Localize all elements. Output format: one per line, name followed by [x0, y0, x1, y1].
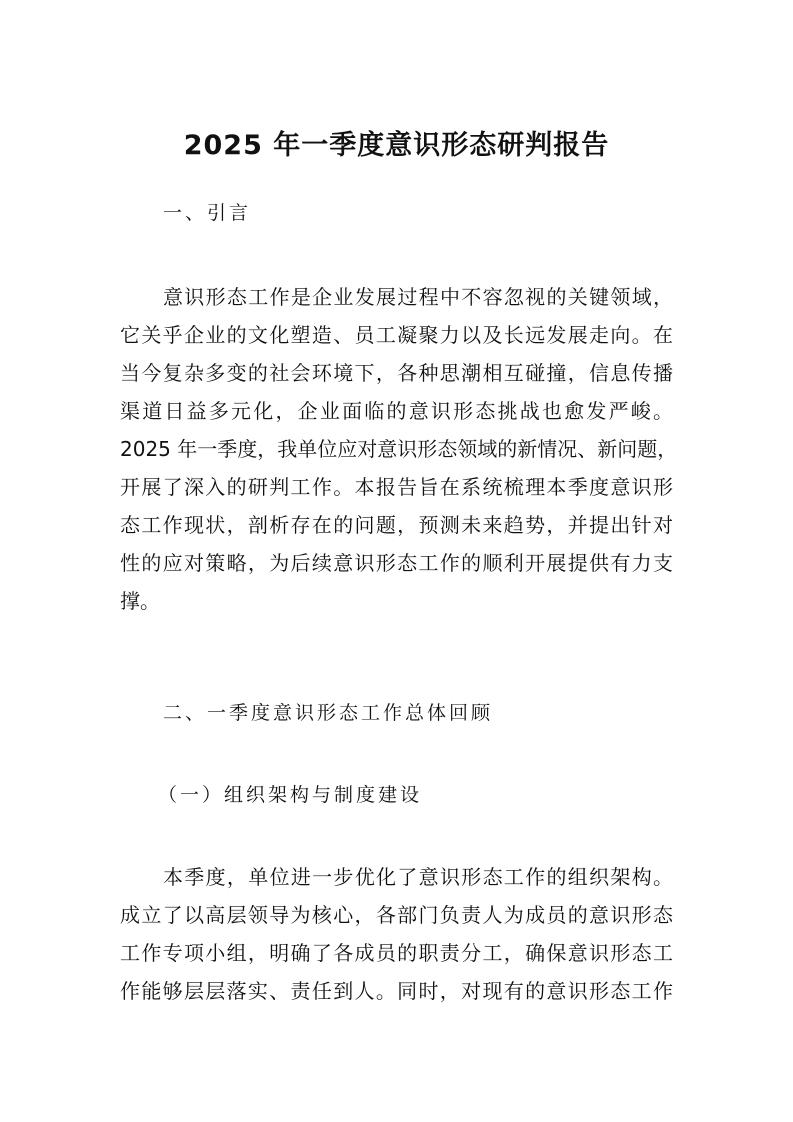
- intro-paragraph-line: 态工作现状，剖析存在的问题，预测未来趋势，并提出针对: [120, 513, 673, 537]
- intro-paragraph-line: 性的应对策略，为后续意识形态工作的顺利开展提供有力支: [120, 551, 673, 575]
- intro-paragraph-line: 当今复杂多变的社会环境下，各种思潮相互碰撞，信息传播: [120, 361, 673, 385]
- intro-paragraph-line: 开展了深入的研判工作。本报告旨在系统梳理本季度意识形: [120, 475, 673, 499]
- organization-paragraph-line: 作能够层层落实、责任到人。同时，对现有的意识形态工作: [120, 979, 673, 1003]
- intro-paragraph-line: 意识形态工作是企业发展过程中不容忽视的关键领域，: [163, 285, 673, 309]
- organization-paragraph-line: 工作专项小组，明确了各成员的职责分工，确保意识形态工: [120, 941, 673, 965]
- intro-paragraph-line: 撑。: [120, 589, 160, 613]
- intro-paragraph-line: 它关乎企业的文化塑造、员工凝聚力以及长远发展走向。在: [120, 323, 673, 347]
- document-title: 2025 年一季度意识形态研判报告: [183, 130, 610, 161]
- intro-paragraph-line: 渠道日益多元化，企业面临的意识形态挑战也愈发严峻。: [120, 399, 673, 423]
- section-heading-introduction: 一、引言: [163, 202, 252, 224]
- organization-paragraph-line: 本季度，单位进一步优化了意识形态工作的组织架构。: [163, 865, 673, 889]
- subsection-heading-organization: （一）组织架构与制度建设: [158, 784, 423, 806]
- intro-paragraph-line: 2025 年一季度，我单位应对意识形态领域的新情况、新问题，: [120, 437, 678, 461]
- organization-paragraph-line: 成立了以高层领导为核心，各部门负责人为成员的意识形态: [120, 903, 673, 927]
- section-heading-quarter-review: 二、一季度意识形态工作总体回顾: [163, 702, 494, 724]
